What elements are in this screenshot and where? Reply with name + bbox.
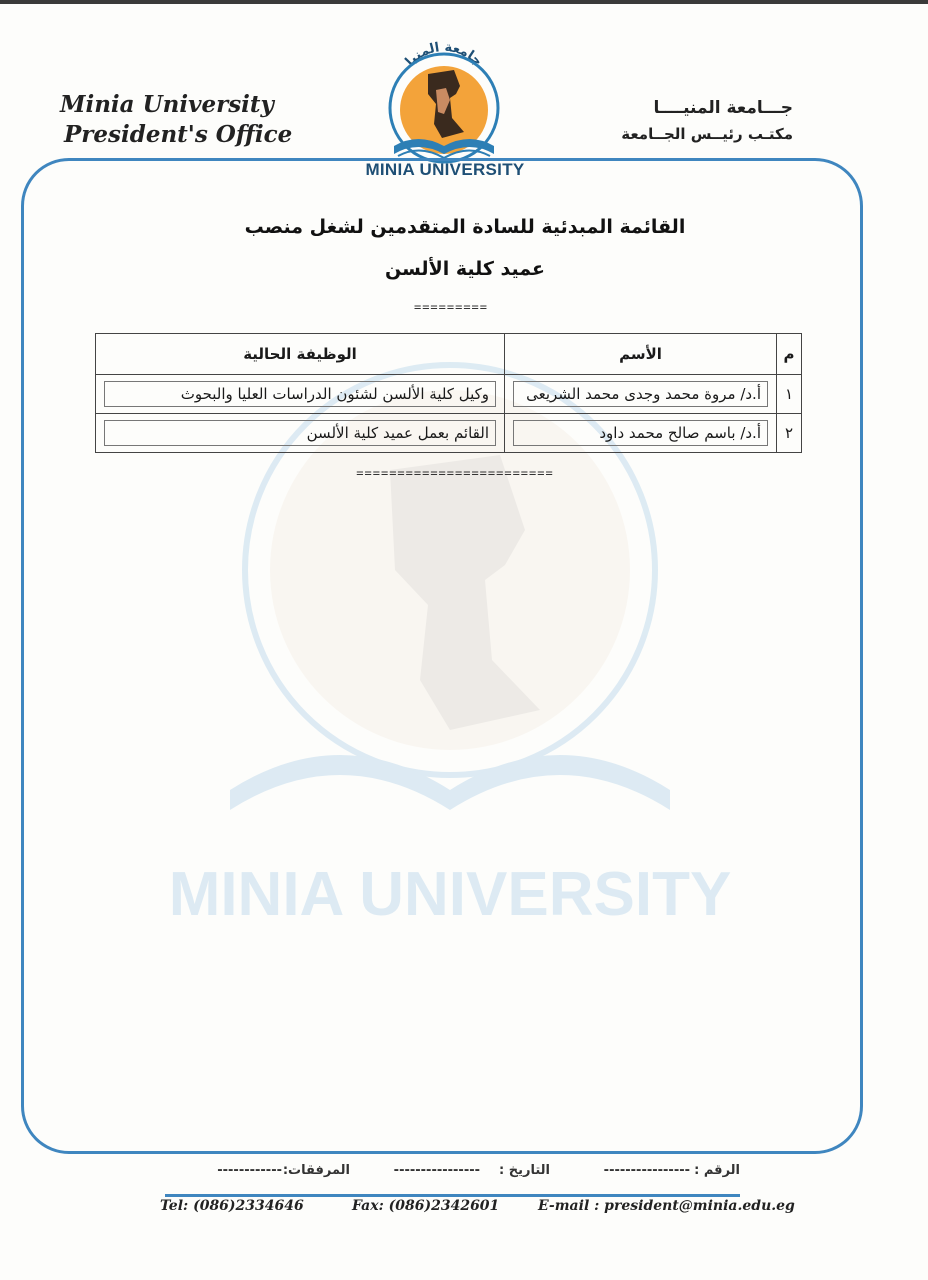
header-position: الوظيفة الحالية [96,334,505,375]
header-en-line2: President's Office [64,121,293,148]
separator-short: ========= [413,300,489,314]
header-name: الأسم [505,334,777,375]
row-name [505,375,777,414]
date-dashes: ---------------- [393,1163,480,1178]
row-num: ١ [777,375,802,414]
watermark-text: MINIA UNIVERSITY [168,860,732,929]
table-row [96,414,802,453]
header-arabic [573,96,793,148]
row-position-text: وكيل كلية الألسن لشئون الدراسات العليا والبحوث [104,381,496,407]
footer-rule [165,1194,740,1197]
table-row [96,375,802,414]
row-position [96,375,505,414]
header-num: م [777,334,802,375]
ref-dashes: ---------------- [603,1163,690,1178]
logo-caption: MINIA UNIVERSITY [365,160,525,179]
row-name [505,414,777,453]
telephone: Tel: (086)2334646 [160,1198,304,1214]
attachments-dashes: ------------ [217,1163,282,1178]
header-en-line1: Minia University [60,91,274,118]
document-title-line1: القائمة المبدئية للسادة المتقدمين لشغل منصب [244,216,686,238]
separator-long: ======================== [356,466,554,480]
ref-label: الرقم : [694,1163,740,1178]
header-english [60,90,293,150]
row-num: ٢ [777,414,802,453]
header-ar-line2: مكتـب رئيــس الجــامعة [621,125,793,143]
header-ar-line1: جـــامعة المنيــــا [653,98,793,118]
scan-edge [0,0,928,4]
table-header-row [96,334,802,375]
row-position-text: القائم بعمل عميد كلية الألسن [104,420,496,446]
row-name-text: أ.د/ مروة محمد وجدى محمد الشريعى [513,381,768,407]
fax: Fax: (086)2342601 [352,1198,500,1214]
row-position [96,414,505,453]
email: E-mail : president@minia.edu.eg [538,1198,795,1214]
attachments-label: المرفقات: [282,1163,350,1178]
date-label: التاريخ : [499,1163,550,1178]
document-title-line2: عميد كلية الألسن [385,258,545,280]
logo-arc-text: جامعة المنيا [402,39,486,70]
row-name-text: أ.د/ باسم صالح محمد داود [513,420,768,446]
candidates-table [95,333,802,453]
